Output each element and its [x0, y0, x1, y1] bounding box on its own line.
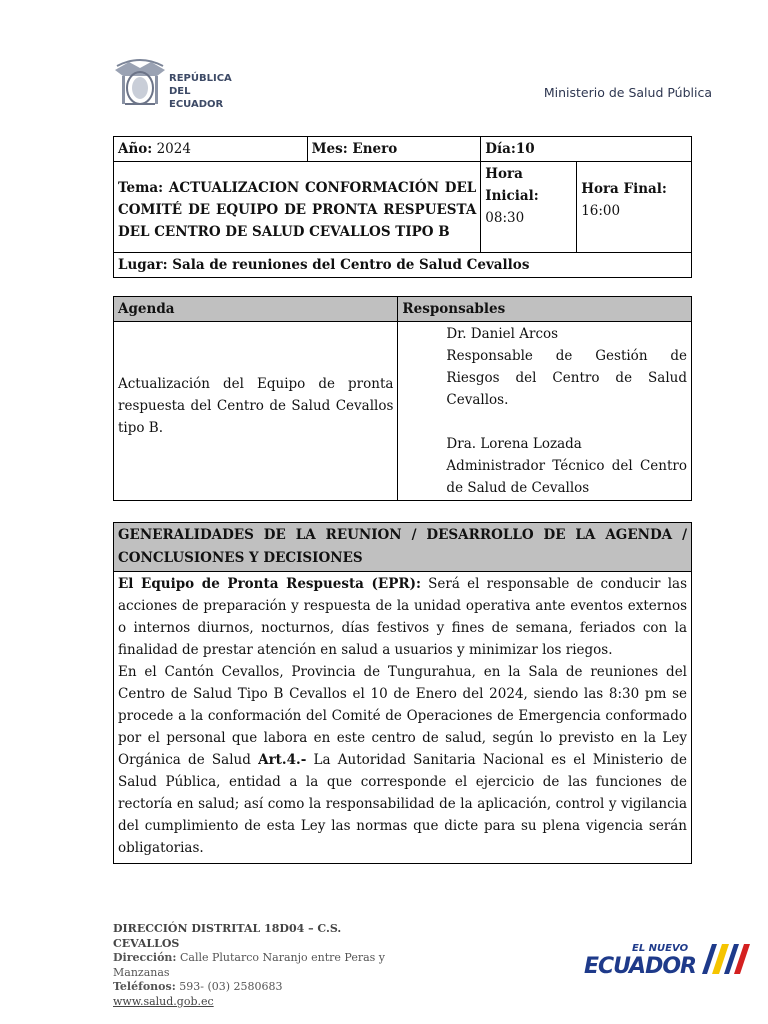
- canton-paragraph: En el Cantón Cevallos, Provincia de Tungurahua, en la Sala de reuniones del Centro de Salud Tipo B Cevallos el 10 de Enero del 2024, siendo las 8:30 pm se procede a la conformación del Comité de Operaciones de Emergencia conformado por el personal que labora en este centro de salud, según lo previsto en la Ley Orgánica de Salud Art.4.- La Autoridad Sanitaria Nacional es el Ministerio de Salud Pública, entidad a la que corresponde el ejercicio de las funciones de rectoría en salud; así como la responsabilidad de la aplicación, control y vigilancia del cumplimiento de esta Ley las normas que dicte para su plena vigencia serán obligatorias.: [118, 664, 687, 856]
- el-nuevo-ecuador-logo: [584, 940, 754, 980]
- footer-contact: [113, 922, 393, 1009]
- footer-web-link[interactable]: www.salud.gob.ec: [113, 994, 214, 1008]
- resp1-name: Dr. Daniel Arcos: [446, 326, 559, 342]
- epr-paragraph: El Equipo de Pronta Respuesta (EPR): Será el responsable de conducir las acciones de preparación y respuesta de la unidad operativa ante eventos externos o internos diurnos, nocturnos, días festivos y fines de semana, feriados con la finalidad de prestar atención en salud a usuarios y minimizar los riegos.: [118, 576, 687, 658]
- dia-cell: Día:10: [481, 137, 692, 162]
- hora-final-cell: Hora Final: 16:00: [577, 162, 692, 253]
- mes-cell: Mes: Enero: [307, 137, 481, 162]
- generalidades-heading: GENERALIDADES DE LA REUNION / DESARROLLO DE LA AGENDA / CONCLUSIONES Y DECISIONES: [114, 523, 692, 572]
- footer-title: DIRECCIÓN DISTRITAL 18D04 – C.S. CEVALLOS: [113, 922, 342, 950]
- generalidades-table: [113, 522, 692, 864]
- footer-direccion: Dirección: Calle Plutarco Naranjo entre Peras y Manzanas: [113, 951, 386, 979]
- coat-of-arms-icon: [113, 52, 167, 110]
- generalidades-body: [114, 572, 692, 864]
- ministry-name: Ministerio de Salud Pública: [543, 85, 712, 100]
- agenda-item: Actualización del Equipo de pronta respuesta del Centro de Salud Cevallos tipo B.: [114, 322, 398, 501]
- logo-main-text: ECUADOR: [584, 954, 696, 979]
- anio-cell: Año: 2024: [114, 137, 308, 162]
- republica-logo: [113, 52, 243, 110]
- responsables-header: Responsables: [398, 297, 692, 322]
- republica-line2: DEL ECUADOR: [169, 86, 224, 110]
- resp1-role: Responsable de Gestión de Riesgos del Centro de Salud Cevallos.: [446, 348, 687, 408]
- responsables-list: [398, 322, 692, 501]
- agenda-header: Agenda: [114, 297, 398, 322]
- agenda-table: [113, 296, 692, 501]
- resp2-role: Administrador Técnico del Centro de Salud de Cevallos: [446, 458, 687, 496]
- hora-inicial-cell: Hora Inicial: 08:30: [481, 162, 577, 253]
- tema-cell: Tema: ACTUALIZACION CONFORMACIÓN DEL COMITÉ DE EQUIPO DE PRONTA RESPUESTA DEL CENTRO DE SALUD CEVALLOS TIPO B: [114, 162, 481, 253]
- footer-telefonos: Teléfonos: 593- (03) 2580683: [113, 980, 283, 993]
- meeting-info-table: [113, 136, 692, 278]
- republica-line1: REPÚBLICA: [169, 73, 232, 84]
- logo-top-text: EL NUEVO: [632, 943, 689, 954]
- lugar-cell: Lugar: Sala de reuniones del Centro de Salud Cevallos: [114, 253, 692, 278]
- resp2-name: Dra. Lorena Lozada: [446, 436, 582, 452]
